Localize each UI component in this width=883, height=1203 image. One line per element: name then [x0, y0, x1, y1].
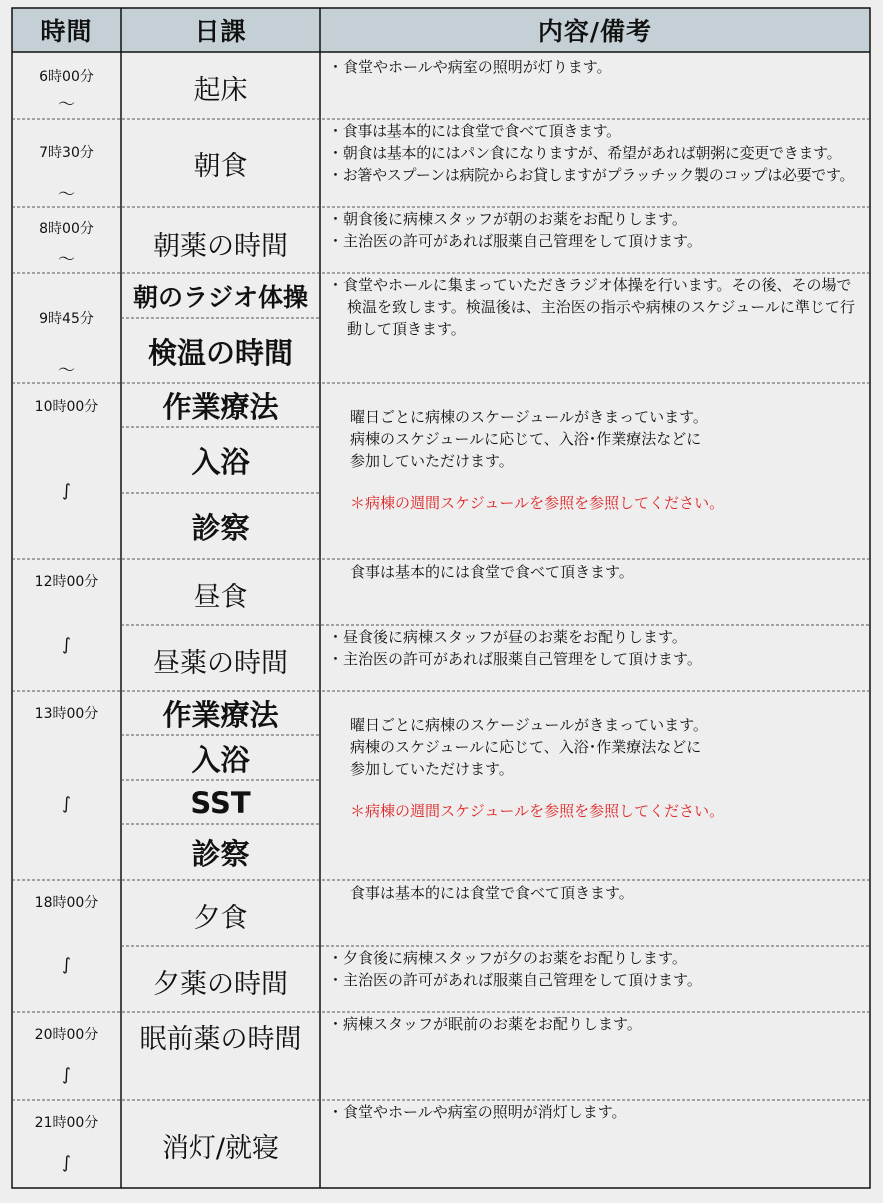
notes-cell: 曜日ごとに病棟のスケージュールがきまっています。 病棟のスケジュールに応じて、入浴･作業療法などに 参加していただけます。 ＊病棟の週間スケジュールを参照を参照してください。 — [326, 406, 866, 514]
activity-label: 朝のラジオ体操 — [132, 283, 308, 312]
time-label: 9時45分 — [39, 311, 94, 327]
notes-cell: ・朝食後に病棟スタッフが朝のお薬をお配りします。 ・主治医の許可があれば服薬自己管理をして頂けます。 — [328, 210, 702, 250]
activity-label: 入浴 — [191, 742, 250, 777]
activity-label: 診察 — [191, 511, 250, 545]
wave-mark: ∫ — [62, 1153, 71, 1173]
time-label: 18時00分 — [34, 895, 99, 911]
notes-cell: 曜日ごとに病棟のスケージュールがきまっています。 病棟のスケジュールに応じて、入浴･作業療法などに 参加していただけます。 ＊病棟の週間スケジュールを参照を参照してください。 — [326, 714, 866, 822]
time-label: 21時00分 — [34, 1115, 99, 1131]
activity-label: 作業療法 — [162, 698, 279, 732]
activity-label: 診察 — [191, 837, 250, 871]
activity-label: 昼薬の時間 — [153, 648, 288, 679]
schedule-note: ＊病棟の週間スケジュールを参照を参照してください。 — [350, 802, 725, 820]
activity-label: 起床 — [193, 75, 248, 106]
wave-mark: ∫ — [62, 794, 71, 814]
time-label: 8時00分 — [39, 221, 94, 237]
tilde-mark: ～ — [58, 361, 75, 381]
activity-label: 作業療法 — [162, 390, 279, 424]
time-label: 20時00分 — [34, 1027, 99, 1043]
activity-label: 昼食 — [193, 582, 248, 613]
activity-label: 朝薬の時間 — [153, 230, 288, 262]
activity-label: 入浴 — [191, 445, 250, 479]
notes-cell: 食事は基本的には食堂で食べて頂きます。 — [350, 563, 634, 581]
time-label: 13時00分 — [34, 706, 99, 722]
activity-label: 眠前薬の時間 — [139, 1023, 302, 1055]
activity-label: SST — [190, 785, 251, 820]
notes-cell: ・病棟スタッフが眠前のお薬をお配りします。 — [328, 1015, 642, 1033]
activity-label: 夕薬の時間 — [153, 969, 288, 1000]
wave-mark: ∫ — [62, 1065, 71, 1085]
wave-mark: ∫ — [62, 635, 71, 655]
time-label: 12時00分 — [34, 574, 99, 590]
wave-mark: ∫ — [62, 481, 71, 501]
time-label: 6時00分 — [39, 69, 94, 85]
schedule-note: ＊病棟の週間スケジュールを参照を参照してください。 — [350, 494, 725, 512]
header-activity: 日課 — [194, 17, 247, 46]
notes-cell: ・食堂やホールや病室の照明が消灯します。 — [328, 1103, 627, 1121]
activity-label: 夕食 — [193, 903, 248, 934]
notes-cell: 食事は基本的には食堂で食べて頂きます。 — [350, 884, 634, 902]
notes-cell: ・夕食後に病棟スタッフが夕のお薬をお配りします。 ・主治医の許可があれば服薬自己管理をして頂けます。 — [328, 949, 702, 989]
tilde-mark: ～ — [58, 250, 75, 270]
tilde-mark: ～ — [58, 95, 75, 115]
notes-cell: ・食堂やホールや病室の照明が灯ります。 — [328, 58, 612, 76]
wave-mark: ∫ — [62, 955, 71, 975]
activity-label: 朝食 — [193, 150, 248, 182]
time-label: 7時30分 — [39, 145, 94, 161]
time-label: 10時00分 — [34, 399, 99, 415]
tilde-mark: ～ — [58, 185, 75, 205]
notes-cell: ・食事は基本的には食堂で食べて頂きます。 ・朝食は基本的にはパン食になりますが、希望があれば朝粥に変更できます。 ・お箸やスプーンは病院からお貸しますがプラッチック製のコップは必要です。 — [328, 122, 855, 184]
activity-label: 検温の時間 — [147, 336, 293, 370]
header-notes: 内容/備考 — [537, 17, 653, 46]
header-time: 時間 — [40, 17, 93, 46]
notes-cell: ・食堂やホールに集まっていただきラジオ体操を行います。その後、その場で検温を致します。検温後は、主治医の指示や病棟のスケジュールに準じて行動して頂きます。 — [328, 276, 855, 338]
activity-label: 消灯/就寝 — [161, 1132, 280, 1164]
notes-cell: ・昼食後に病棟スタッフが昼のお薬をお配りします。 ・主治医の許可があれば服薬自己管理をして頂けます。 — [328, 628, 702, 668]
